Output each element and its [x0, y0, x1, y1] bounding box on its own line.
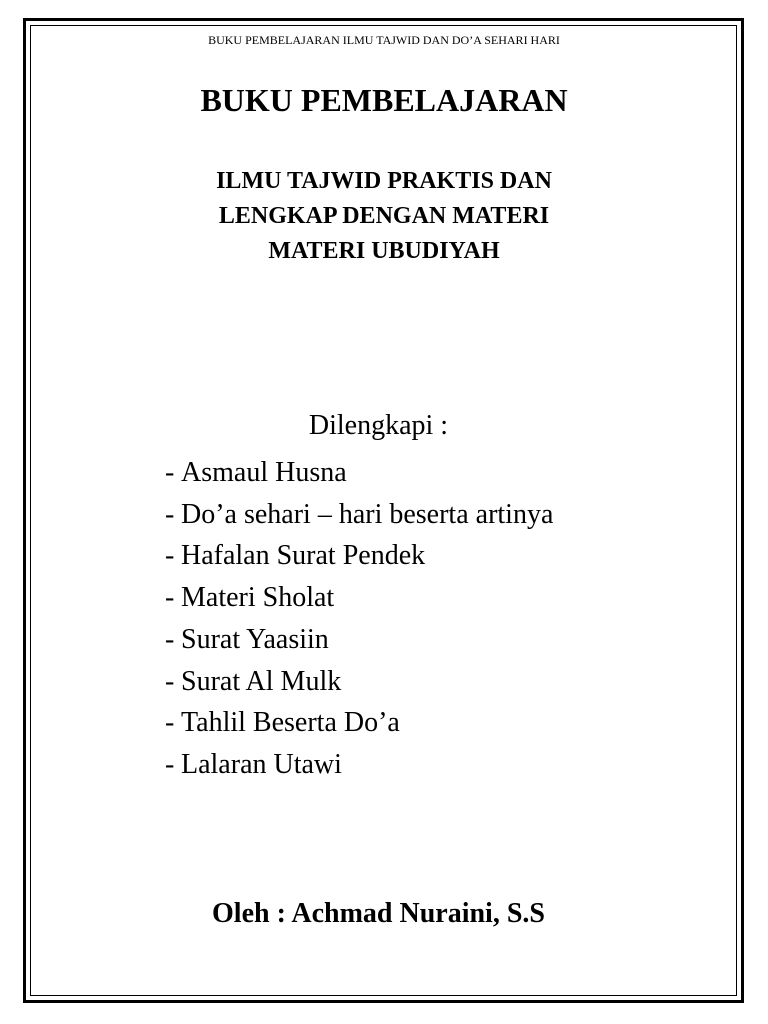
book-subtitle — [0, 164, 768, 269]
list-bullet: - — [165, 498, 175, 530]
feature-item-label: Hafalan Surat Pendek — [181, 540, 426, 572]
feature-item-label: Surat Yaasiin — [181, 623, 329, 655]
list-bullet: - — [165, 540, 175, 572]
list-bullet: - — [165, 582, 175, 614]
feature-item-label: Asmaul Husna — [181, 457, 347, 488]
list-bullet: - — [165, 707, 175, 739]
feature-item-label: Tahlil Beserta Do’a — [181, 707, 400, 739]
features-list — [165, 452, 553, 786]
feature-item-label: Materi Sholat — [181, 582, 335, 614]
feature-item-label: Do’a sehari – hari beserta artinya — [181, 498, 554, 530]
feature-item — [165, 494, 553, 536]
features-heading: Dilengkapi : — [308, 410, 449, 441]
feature-item-label: Lalaran Utawi — [181, 748, 342, 780]
list-bullet: - — [165, 457, 175, 488]
feature-item-label: Surat Al Mulk — [181, 665, 342, 697]
feature-item — [165, 702, 553, 744]
feature-item — [165, 577, 553, 619]
subtitle-line: ILMU TAJWID PRAKTIS DAN — [216, 168, 552, 194]
feature-item — [165, 744, 553, 786]
subtitle-line: MATERI UBUDIYAH — [268, 238, 500, 264]
feature-item — [165, 619, 553, 661]
subtitle-line: LENGKAP DENGAN MATERI — [218, 203, 550, 229]
book-title: BUKU PEMBELAJARAN — [200, 82, 568, 118]
feature-item — [165, 661, 553, 703]
feature-item — [165, 452, 553, 494]
feature-item — [165, 535, 553, 577]
list-bullet: - — [165, 748, 175, 780]
list-bullet: - — [165, 665, 175, 697]
list-bullet: - — [165, 623, 175, 655]
running-header: BUKU PEMBELAJARAN ILMU TAJWID DAN DO’A SEHARI HARI — [208, 33, 560, 47]
author-line: Oleh : Achmad Nuraini, S.S — [212, 898, 545, 929]
